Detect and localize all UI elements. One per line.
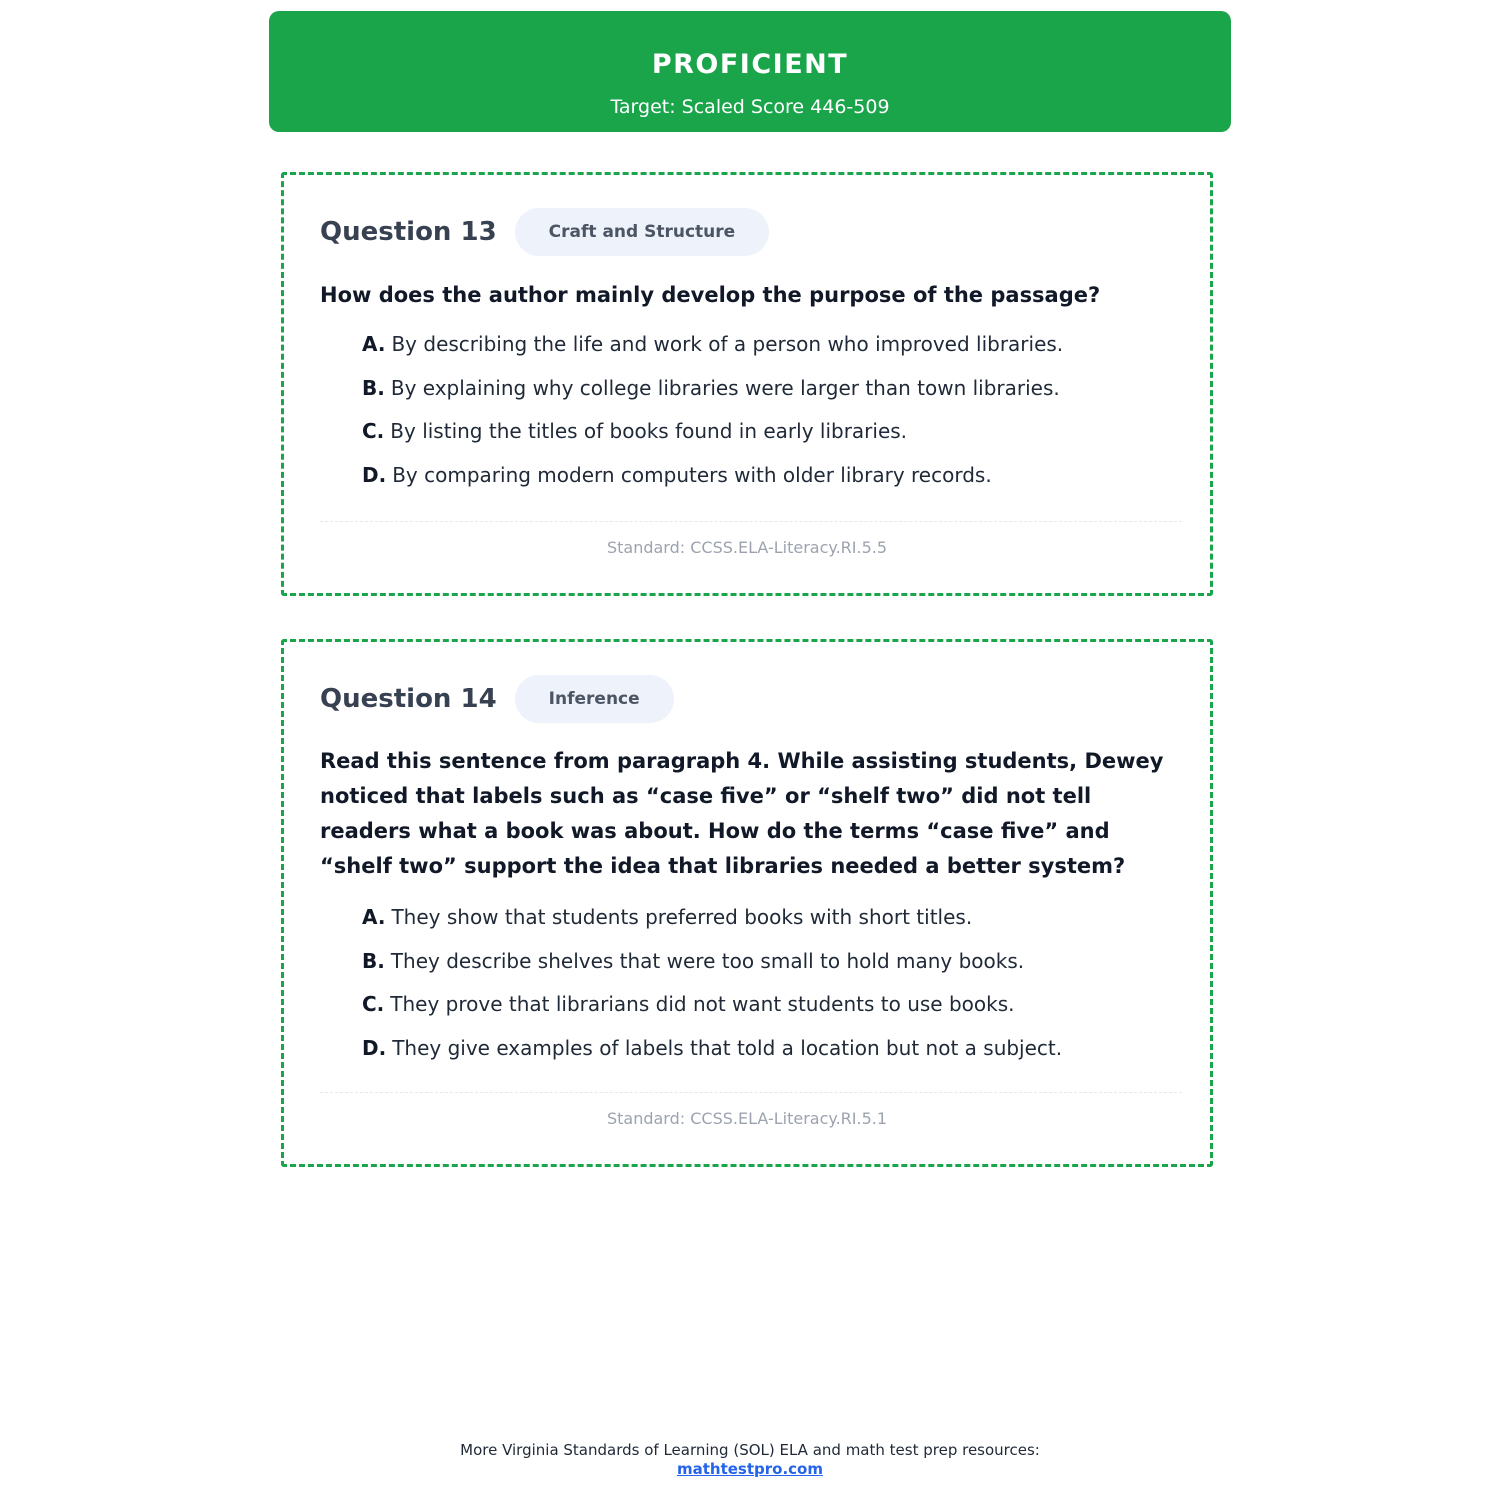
option-letter: D. — [362, 1035, 387, 1060]
answer-option-d[interactable] — [362, 460, 1182, 504]
option-text: By comparing modern computers with older library records. — [392, 462, 992, 487]
question-category-tag: Craft and Structure — [515, 208, 770, 256]
option-text: They show that students preferred books with short titles. — [391, 905, 973, 929]
question-number: Question 14 — [320, 684, 497, 714]
level-banner — [269, 11, 1231, 132]
option-letter: B. — [362, 948, 385, 973]
option-letter: C. — [362, 992, 385, 1016]
option-text: By explaining why college libraries were larger than town libraries. — [390, 375, 1060, 400]
option-letter: B. — [362, 375, 385, 400]
answer-options — [362, 329, 1182, 503]
question-category-tag: Inference — [515, 675, 674, 723]
option-text: They give examples of labels that told a location but not a subject. — [392, 1035, 1063, 1060]
answer-option-c[interactable] — [362, 416, 1182, 460]
answer-option-a[interactable] — [362, 902, 1182, 946]
standard-label: Standard: CCSS.ELA-Literacy.RI.5.5 — [606, 538, 888, 557]
answer-option-c[interactable] — [362, 989, 1182, 1033]
option-letter: D. — [362, 462, 387, 487]
answer-option-d[interactable] — [362, 1033, 1182, 1077]
target-score: Target: Scaled Score 446-509 — [610, 96, 890, 118]
option-letter: C. — [362, 419, 385, 443]
level-title: PROFICIENT — [651, 49, 849, 80]
divider — [320, 1092, 1182, 1093]
option-letter: A. — [362, 332, 386, 356]
question-header — [320, 674, 674, 724]
footer-text: More Virginia Standards of Learning (SOL) ELA and math test prep resources: — [460, 1441, 1040, 1459]
question-header — [320, 207, 769, 257]
answer-options — [362, 902, 1182, 1076]
question-number: Question 13 — [320, 217, 497, 247]
question-text: Read this sentence from paragraph 4. While assisting students, Dewey noticed that labels such as “case five” or “shelf two” did not tell readers what a book was about. How do the terms “case five” and “shelf two” support the idea that libraries needed a better system? — [320, 749, 1164, 878]
option-letter: A. — [362, 905, 386, 929]
option-text: By listing the titles of books found in early libraries. — [390, 419, 908, 443]
answer-option-b[interactable] — [362, 373, 1182, 417]
footer — [0, 1441, 1500, 1479]
divider — [320, 521, 1182, 522]
question-text: How does the author mainly develop the purpose of the passage? — [320, 283, 1101, 307]
footer-link[interactable]: mathtestpro.com — [676, 1460, 823, 1478]
option-text: They describe shelves that were too small to hold many books. — [390, 948, 1025, 973]
answer-option-b[interactable] — [362, 946, 1182, 990]
question-card — [281, 639, 1213, 1167]
option-text: They prove that librarians did not want students to use books. — [390, 992, 1015, 1016]
standard-label: Standard: CCSS.ELA-Literacy.RI.5.1 — [606, 1109, 888, 1128]
question-card — [281, 172, 1213, 596]
option-text: By describing the life and work of a person who improved libraries. — [391, 332, 1064, 356]
answer-option-a[interactable] — [362, 329, 1182, 373]
